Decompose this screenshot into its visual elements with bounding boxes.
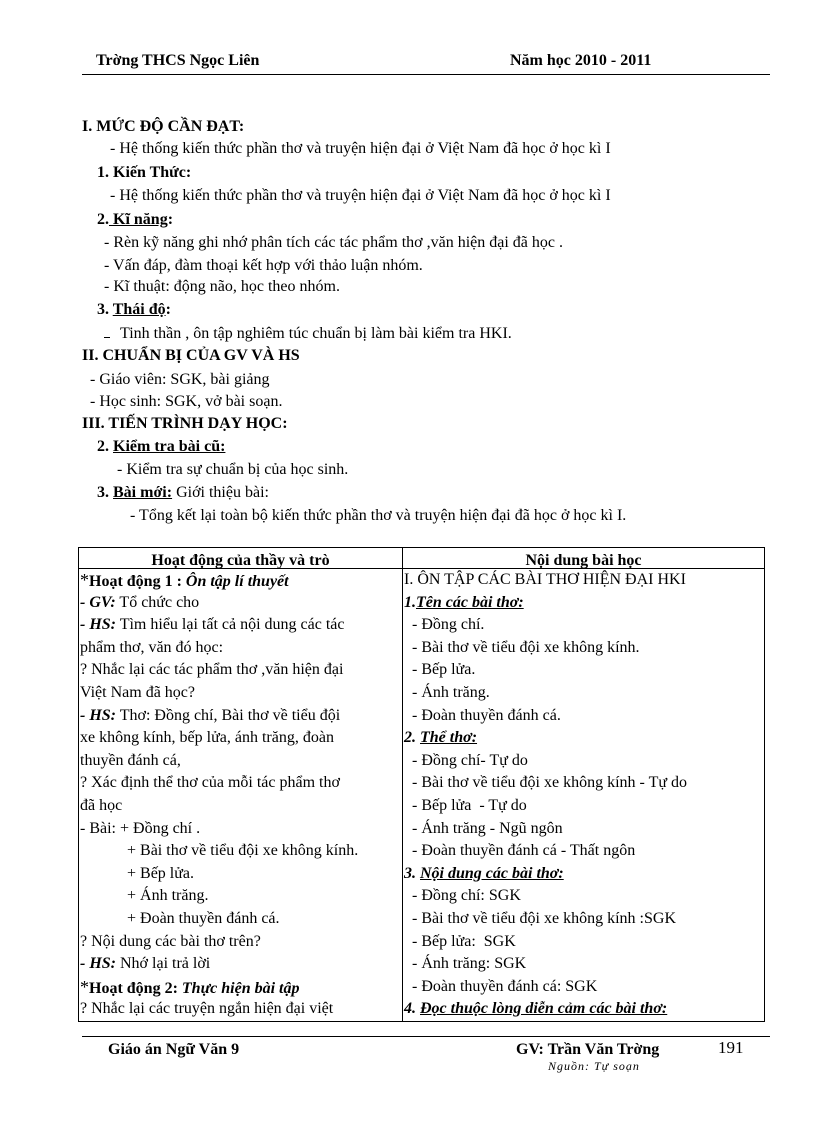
content-column bbox=[403, 548, 765, 1022]
activities-lines bbox=[79, 569, 402, 1021]
activity-line bbox=[79, 885, 402, 908]
content-text: - Đoàn thuyền đánh cá - Thất ngôn bbox=[404, 842, 636, 860]
content-text: - Bài thơ về tiểu đội xe không kính. bbox=[404, 638, 640, 656]
content-text: - Bài thơ về tiểu đội xe không kính - Tự do bbox=[404, 774, 688, 792]
activity-line bbox=[79, 682, 402, 705]
new-lesson-title: Bài mới: bbox=[113, 484, 173, 501]
skills-line-3: - Kĩ thuật: động não, học theo nhóm. bbox=[104, 278, 340, 295]
activity-line bbox=[79, 998, 402, 1021]
new-lesson-line: - Tổng kết lại toàn bộ kiến thức phần thơ và truyện hiện đại đã học ở học kì I. bbox=[130, 507, 627, 524]
content-line bbox=[403, 569, 764, 592]
attitude-line bbox=[104, 324, 512, 344]
activity-line bbox=[79, 953, 402, 976]
content-line bbox=[403, 931, 764, 954]
content-line bbox=[403, 818, 764, 841]
review-title: Kiểm tra bài cũ: bbox=[113, 438, 226, 455]
knowledge-line: - Hệ thống kiến thức phần thơ và truyện hiện đại ở Việt Nam đã học ở học kì I bbox=[110, 187, 611, 204]
speaker-label: - HS: bbox=[80, 706, 116, 724]
teacher-prep: - Giáo viên: SGK, bài giảng bbox=[90, 371, 270, 388]
activity-line bbox=[79, 727, 402, 750]
content-text: - Bài thơ về tiểu đội xe không kính :SGK bbox=[404, 909, 676, 927]
section-2-title: II. CHUẨN BỊ CỦA GV VÀ HS bbox=[82, 347, 300, 364]
content-text: - Ánh trăng - Ngũ ngôn bbox=[404, 819, 563, 837]
activity-text: ? Nhắc lại các truyện ngắn hiện đại việt bbox=[80, 1000, 334, 1018]
page-number: 191 bbox=[718, 1038, 744, 1057]
content-line bbox=[403, 592, 764, 615]
content-lines bbox=[403, 569, 764, 1021]
content-text: - Ánh trăng: SGK bbox=[404, 955, 527, 973]
content-line bbox=[403, 637, 764, 660]
activity-subtitle: Ôn tập lí thuyết bbox=[185, 573, 289, 590]
activity-text: Tổ chức cho bbox=[115, 593, 200, 611]
activity-line bbox=[79, 569, 402, 592]
content-line bbox=[403, 863, 764, 886]
section-1-line: - Hệ thống kiến thức phần thơ và truyện hiện đại ở Việt Nam đã học ở học kì I bbox=[110, 140, 611, 157]
activity-text: + Bếp lửa. bbox=[127, 864, 195, 882]
content-line bbox=[403, 659, 764, 682]
content-text: - Đồng chí: SGK bbox=[404, 887, 521, 905]
content-line bbox=[403, 795, 764, 818]
activity-line bbox=[79, 592, 402, 615]
content-line bbox=[403, 840, 764, 863]
content-text: - Đồng chí- Tự do bbox=[404, 751, 528, 769]
section-3-title: III. TIẾN TRÌNH DẠY HỌC: bbox=[82, 415, 288, 432]
activity-line bbox=[79, 931, 402, 954]
activity-text: ? Nhắc lại các tác phẩm thơ ,văn hiện đại bbox=[80, 661, 344, 679]
content-line bbox=[403, 750, 764, 773]
activity-separator: : bbox=[172, 979, 182, 997]
activity-line bbox=[79, 976, 402, 999]
activity-line bbox=[79, 908, 402, 931]
activity-text: Việt Nam đã học? bbox=[80, 683, 195, 701]
activity-text: phẩm thơ, văn đó học: bbox=[80, 638, 224, 656]
content-line bbox=[403, 908, 764, 931]
activity-line bbox=[79, 772, 402, 795]
page-footer bbox=[82, 1036, 770, 1073]
attitude-heading: 3. Thái độ: bbox=[97, 301, 171, 318]
content-text: - Đoàn thuyền đánh cá. bbox=[404, 706, 561, 724]
footer-teacher: GV: Trần Văn Trờng bbox=[516, 1041, 660, 1058]
content-heading: Nội dung các bài thơ: bbox=[420, 864, 564, 882]
content-heading: Thể thơ: bbox=[420, 729, 478, 747]
knowledge-title: Kiến Thức: bbox=[113, 164, 192, 181]
activity-line bbox=[79, 659, 402, 682]
attitude-num: 3. bbox=[97, 301, 109, 318]
activity-text: Thơ: Đồng chí, Bài thơ về tiểu đội bbox=[116, 706, 341, 724]
skills-line-2: - Vấn đáp, đàm thoại kết hợp với thảo luận nhóm. bbox=[104, 257, 423, 274]
review-line: - Kiểm tra sự chuẩn bị của học sinh. bbox=[117, 461, 349, 478]
content-text: I. ÔN TẬP CÁC BÀI THƠ HIỆN ĐẠI HKI bbox=[404, 571, 686, 588]
activities-header: Hoạt động của thầy và trò bbox=[79, 548, 402, 569]
new-lesson-heading bbox=[97, 483, 269, 503]
speaker-label: - HS: bbox=[80, 955, 116, 973]
activity-text: + Đoàn thuyền đánh cá. bbox=[127, 909, 280, 927]
new-lesson-intro: Giới thiệu bài: bbox=[176, 484, 269, 501]
content-line bbox=[403, 772, 764, 795]
school-name: Trờng THCS Ngọc Liên bbox=[96, 52, 260, 69]
speaker-label: - GV: bbox=[80, 593, 116, 611]
content-line bbox=[403, 998, 764, 1021]
activity-text: ? Xác định thể thơ của mỗi tác phẩm thơ bbox=[80, 774, 340, 792]
content-line bbox=[403, 614, 764, 637]
activity-line bbox=[79, 705, 402, 728]
footer-source: Nguồn: Tự soạn bbox=[548, 1059, 640, 1073]
content-text: - Bếp lửa. bbox=[404, 661, 476, 679]
content-line bbox=[403, 953, 764, 976]
new-lesson-num: 3. bbox=[97, 484, 109, 501]
content-header: Nội dung bài học bbox=[403, 548, 764, 569]
content-num: 1. bbox=[404, 593, 416, 611]
content-num: 4. bbox=[404, 1000, 420, 1018]
knowledge-num: 1. bbox=[97, 164, 109, 181]
content-text: - Đoàn thuyền đánh cá: SGK bbox=[404, 977, 598, 995]
activity-text: đã học bbox=[80, 796, 123, 814]
activity-text: thuyền đánh cá, bbox=[80, 751, 181, 769]
content-line bbox=[403, 682, 764, 705]
activity-line bbox=[79, 840, 402, 863]
activity-line bbox=[79, 818, 402, 841]
content-text: - Đồng chí. bbox=[404, 616, 485, 634]
student-prep: - Học sinh: SGK, vở bài soạn. bbox=[90, 393, 283, 410]
content-text: - Bếp lửa: SGK bbox=[404, 932, 516, 950]
content-line bbox=[403, 705, 764, 728]
footer-subject: Giáo án Ngữ Văn 9 bbox=[108, 1041, 240, 1058]
activity-text: - Bài: + Đồng chí . bbox=[80, 819, 201, 837]
content-line bbox=[403, 727, 764, 750]
skills-title: Kĩ năng bbox=[109, 211, 168, 228]
attitude-text: Tinh thần , ôn tập nghiêm túc chuẩn bị làm bài kiểm tra HKI. bbox=[120, 325, 512, 342]
school-year: Năm học 2010 - 2011 bbox=[510, 52, 652, 69]
skills-line-1: - Rèn kỹ năng ghi nhớ phân tích các tác phẩm thơ ,văn hiện đại đã học . bbox=[104, 234, 564, 251]
activity-text: + Ánh trăng. bbox=[127, 887, 209, 905]
activity-bullet: * bbox=[80, 976, 89, 997]
content-text: - Bếp lửa - Tự do bbox=[404, 796, 527, 814]
review-heading bbox=[97, 437, 225, 457]
review-num: 2. bbox=[97, 438, 109, 455]
content-num: 3. bbox=[404, 864, 420, 882]
activity-line bbox=[79, 750, 402, 773]
speaker-label: - HS: bbox=[80, 616, 116, 634]
content-heading: Đọc thuộc lòng diễn cảm các bài thơ: bbox=[420, 1000, 668, 1018]
activity-text: ? Nội dung các bài thơ trên? bbox=[80, 932, 261, 950]
content-text: - Ánh trăng. bbox=[404, 683, 490, 701]
activities-column bbox=[79, 548, 403, 1022]
page-header bbox=[82, 52, 770, 75]
activity-title: Hoạt động 1 bbox=[89, 573, 173, 590]
lesson-table bbox=[78, 547, 765, 1022]
section-1-title: I. MỨC ĐỘ CẦN ĐẠT: bbox=[82, 118, 245, 135]
skills-num: 2. bbox=[97, 211, 109, 228]
activity-line bbox=[79, 637, 402, 660]
activity-text: + Bài thơ về tiểu đội xe không kính. bbox=[127, 842, 359, 860]
content-line bbox=[403, 885, 764, 908]
content-heading: Tên các bài thơ: bbox=[416, 593, 524, 611]
activity-separator: : bbox=[172, 573, 186, 590]
content-num: 2. bbox=[404, 729, 420, 747]
activity-subtitle: Thực hiện bài tập bbox=[181, 979, 300, 997]
activity-text: xe không kính, bếp lửa, ánh trăng, đoàn bbox=[80, 729, 334, 747]
activity-line bbox=[79, 614, 402, 637]
activity-line bbox=[79, 863, 402, 886]
activity-line bbox=[79, 795, 402, 818]
activity-text: Nhớ lại trả lời bbox=[116, 955, 211, 973]
skills-heading: 2. Kĩ năng: bbox=[97, 211, 174, 228]
activity-text: Tìm hiểu lại tất cả nội dung các tác bbox=[116, 616, 345, 634]
content-line bbox=[403, 976, 764, 999]
activity-bullet: * bbox=[80, 570, 89, 590]
knowledge-heading bbox=[97, 163, 191, 183]
activity-title: Hoạt động 2 bbox=[89, 979, 173, 997]
attitude-title: Thái độ bbox=[112, 301, 166, 318]
